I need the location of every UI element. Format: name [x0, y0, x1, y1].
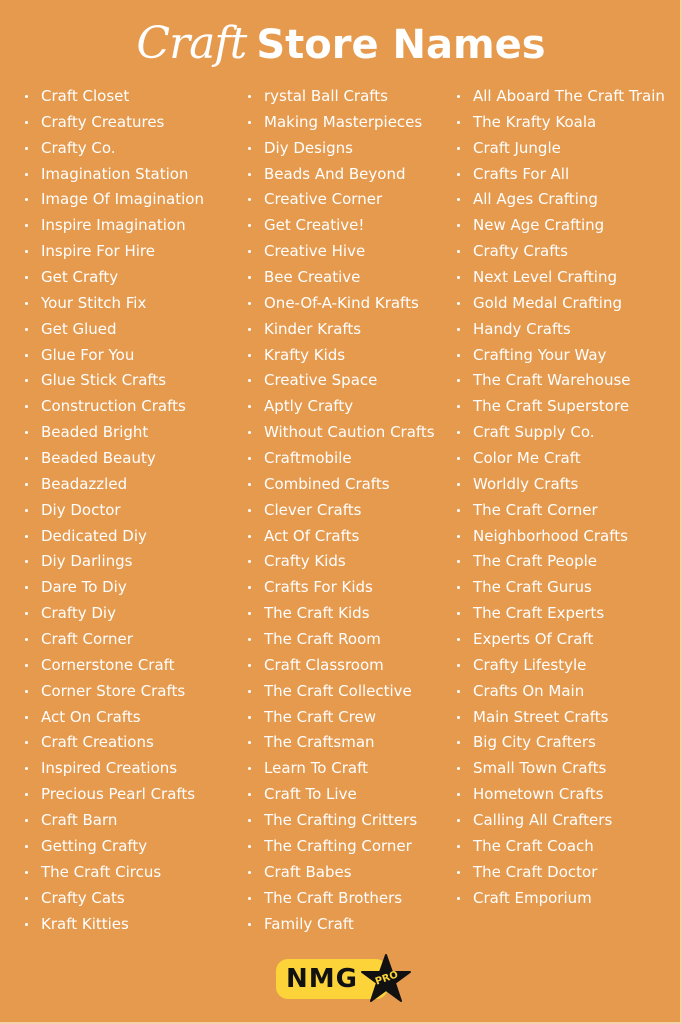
list-item: Get Creative! [248, 213, 435, 239]
list-item: The Craft Corner [457, 498, 665, 524]
list-item: Bee Creative [248, 265, 435, 291]
list-item: The Craft Brothers [248, 886, 435, 912]
nmg-pro-logo [276, 953, 412, 1003]
list-item: Main Street Crafts [457, 705, 665, 731]
list-item: Craft Closet [25, 84, 204, 110]
list-item: Crafts For Kids [248, 575, 435, 601]
list-item: The Crafting Corner [248, 834, 435, 860]
list-item: Combined Crafts [248, 472, 435, 498]
list-item: rystal Ball Crafts [248, 84, 435, 110]
list-item: Beaded Bright [25, 420, 204, 446]
list-item: Craft Corner [25, 627, 204, 653]
names-column-2 [248, 84, 435, 937]
list-item: Worldly Crafts [457, 472, 665, 498]
list-item: Family Craft [248, 912, 435, 938]
list-item: Inspire For Hire [25, 239, 204, 265]
list-item: Your Stitch Fix [25, 291, 204, 317]
list-item: Learn To Craft [248, 756, 435, 782]
list-item: Precious Pearl Crafts [25, 782, 204, 808]
list-item: Crafty Diy [25, 601, 204, 627]
list-item: Dare To Diy [25, 575, 204, 601]
list-item: Creative Corner [248, 187, 435, 213]
list-item: Creative Space [248, 368, 435, 394]
title-script-word: Craft [136, 18, 247, 69]
list-item: Act On Crafts [25, 705, 204, 731]
list-item: Construction Crafts [25, 394, 204, 420]
list-item: Craft Barn [25, 808, 204, 834]
list-item: Craft Classroom [248, 653, 435, 679]
list-item: Diy Designs [248, 136, 435, 162]
list-item: The Craft Circus [25, 860, 204, 886]
list-item: Act Of Crafts [248, 524, 435, 550]
list-item: Kraft Kitties [25, 912, 204, 938]
list-item: Hometown Crafts [457, 782, 665, 808]
list-item: The Craft Warehouse [457, 368, 665, 394]
list-item: Craftmobile [248, 446, 435, 472]
list-item: Craft Supply Co. [457, 420, 665, 446]
list-item: Neighborhood Crafts [457, 524, 665, 550]
list-item: The Craft Experts [457, 601, 665, 627]
list-item: Getting Crafty [25, 834, 204, 860]
names-column-1 [25, 84, 204, 937]
list-item: The Craft Crew [248, 705, 435, 731]
list-item: The Craft Doctor [457, 860, 665, 886]
title-bold-words: Store Names [256, 22, 546, 68]
list-item: Small Town Crafts [457, 756, 665, 782]
list-item: Diy Doctor [25, 498, 204, 524]
list-item: Craft Babes [248, 860, 435, 886]
list-item: Crafts For All [457, 162, 665, 188]
list-item: Get Glued [25, 317, 204, 343]
list-item: Cornerstone Craft [25, 653, 204, 679]
list-item: Beadazzled [25, 472, 204, 498]
page-title [0, 14, 682, 77]
list-item: The Craft Gurus [457, 575, 665, 601]
list-item: Handy Crafts [457, 317, 665, 343]
list-item: Craft Emporium [457, 886, 665, 912]
list-item: Clever Crafts [248, 498, 435, 524]
list-item: Crafty Co. [25, 136, 204, 162]
list-item: Without Caution Crafts [248, 420, 435, 446]
list-item: Kinder Krafts [248, 317, 435, 343]
logo-text: NMG [286, 964, 358, 994]
list-item: Big City Crafters [457, 730, 665, 756]
list-item: Dedicated Diy [25, 524, 204, 550]
list-item: Glue For You [25, 343, 204, 369]
list-item: The Craftsman [248, 730, 435, 756]
list-item: Craft Jungle [457, 136, 665, 162]
list-item: All Aboard The Craft Train [457, 84, 665, 110]
list-item: Crafts On Main [457, 679, 665, 705]
list-item: The Craft Kids [248, 601, 435, 627]
list-item: Beads And Beyond [248, 162, 435, 188]
list-item: Crafting Your Way [457, 343, 665, 369]
list-item: Imagination Station [25, 162, 204, 188]
list-item: Crafty Lifestyle [457, 653, 665, 679]
list-item: The Craft Superstore [457, 394, 665, 420]
list-item: All Ages Crafting [457, 187, 665, 213]
list-item: Color Me Craft [457, 446, 665, 472]
list-item: Image Of Imagination [25, 187, 204, 213]
list-item: The Krafty Koala [457, 110, 665, 136]
list-item: Glue Stick Crafts [25, 368, 204, 394]
list-item: Gold Medal Crafting [457, 291, 665, 317]
list-item: Aptly Crafty [248, 394, 435, 420]
list-item: Crafty Creatures [25, 110, 204, 136]
list-item: Experts Of Craft [457, 627, 665, 653]
list-item: The Craft People [457, 549, 665, 575]
list-item: One-Of-A-Kind Krafts [248, 291, 435, 317]
list-item: Making Masterpieces [248, 110, 435, 136]
list-item: Creative Hive [248, 239, 435, 265]
list-item: Inspire Imagination [25, 213, 204, 239]
list-item: The Crafting Critters [248, 808, 435, 834]
list-item: Next Level Crafting [457, 265, 665, 291]
list-item: Corner Store Crafts [25, 679, 204, 705]
list-item: Krafty Kids [248, 343, 435, 369]
list-item: Craft Creations [25, 730, 204, 756]
list-item: Inspired Creations [25, 756, 204, 782]
list-item: The Craft Coach [457, 834, 665, 860]
list-item: New Age Crafting [457, 213, 665, 239]
list-item: Crafty Kids [248, 549, 435, 575]
list-item: Beaded Beauty [25, 446, 204, 472]
list-item: Diy Darlings [25, 549, 204, 575]
names-column-3 [457, 84, 665, 912]
list-item: The Craft Collective [248, 679, 435, 705]
list-item: Craft To Live [248, 782, 435, 808]
list-item: Get Crafty [25, 265, 204, 291]
list-item: Calling All Crafters [457, 808, 665, 834]
logo-pro-label: PRO [373, 969, 400, 988]
list-item: Crafty Crafts [457, 239, 665, 265]
list-item: Crafty Cats [25, 886, 204, 912]
list-item: The Craft Room [248, 627, 435, 653]
